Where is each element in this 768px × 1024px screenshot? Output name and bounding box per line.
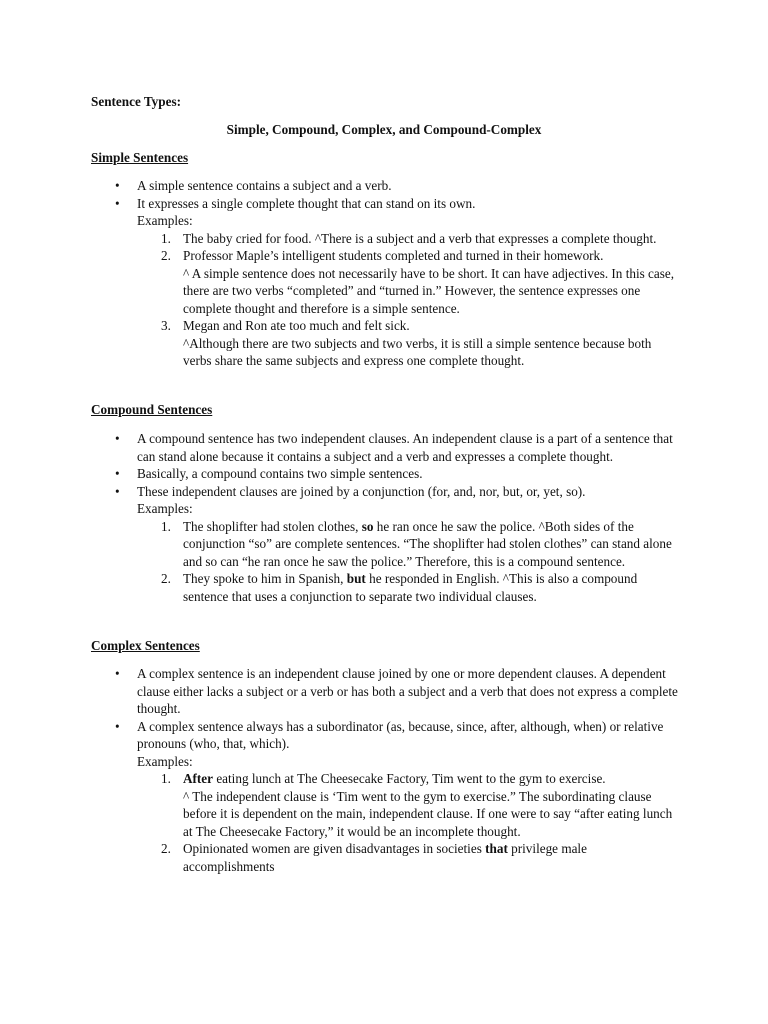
complex-bullet-list — [0, 665, 768, 753]
example-text-post: he responded in English. ^This is also a compound sentence that uses a conjunction to separate two individual clauses. — [183, 571, 638, 604]
compound-example-2 — [0, 570, 768, 605]
example-number: 1. — [161, 771, 171, 786]
example-number: 1. — [161, 518, 171, 534]
example-conjunction: so — [361, 518, 374, 534]
compound-example-1 — [0, 518, 768, 571]
simple-bullet-1: • A simple sentence contains a subject and a verb. — [0, 177, 768, 195]
complex-sentences-heading: Complex Sentences — [91, 638, 200, 653]
example-text-pre: Opinionated women are given disadvantages in societies — [183, 841, 486, 856]
simple-example-2 — [0, 247, 768, 317]
example-number: 2. — [161, 841, 171, 856]
simple-bullet-2: • It expresses a single complete thought that can stand on its own. — [0, 195, 768, 213]
compound-bullet-1: • A compound sentence has two independent clauses. An independent clause is a part of a sentence that can stand alone because it contains a subject and a verb and expresses a complete thought. — [0, 430, 768, 465]
example-text-pre: They spoke to him in Spanish, — [183, 571, 347, 586]
example-text-post: eating lunch at The Cheesecake Factory, Tim went to the gym to exercise. — [213, 771, 606, 786]
complex-example-2 — [0, 840, 768, 875]
example-relative-pronoun: that — [485, 841, 508, 856]
example-number: 1. — [161, 230, 171, 246]
complex-examples-label: Examples: — [137, 753, 193, 769]
complex-example-1 — [0, 770, 768, 840]
simple-example-1 — [0, 230, 768, 248]
compound-sentences-section — [0, 430, 768, 605]
example-text: Megan and Ron ate too much and felt sick. — [183, 318, 410, 333]
complex-bullet-2: • A complex sentence always has a subordinator (as, because, since, after, although, when) or relative pronouns (who, that, which). — [0, 718, 768, 753]
example-text-pre: The shoplifter had stolen clothes, — [183, 518, 362, 534]
document-title: Sentence Types: — [91, 94, 181, 109]
complex-sentences-section — [0, 665, 768, 875]
example-text: Professor Maple’s intelligent students completed and turned in their homework. — [183, 248, 604, 263]
simple-bullet-list — [0, 177, 768, 212]
example-note: ^ A simple sentence does not necessarily have to be short. It can have adjectives. In this case, there are two verbs “completed” and “turned in.” However, the sentence expresses one complete thought and therefore is a simple sentence. — [183, 265, 675, 316]
simple-examples-list — [0, 230, 768, 370]
compound-sentences-heading: Compound Sentences — [91, 402, 213, 417]
example-note: ^ The independent clause is ‘Tim went to the gym to exercise.” The subordinating clause before it is dependent on the main, independent clause. If one were to say “after eating lunch at The Cheesecake Factory,” it would be an incomplete thought. — [183, 788, 673, 839]
example-text-post: he ran once he saw the police. ^Both sides of the conjunction “so” are complete sentences. “The shoplifter had stolen clothes” can stand alone and so can “he ran once he saw the police.” Therefore, this is a compound sentence. — [183, 518, 672, 569]
example-note: ^Although there are two subjects and two verbs, it is still a simple sentence because both verbs share the same subjects and express one complete thought. — [183, 335, 652, 368]
document-subtitle: Simple, Compound, Complex, and Compound-Complex — [226, 122, 542, 137]
simple-sentences-section — [0, 177, 768, 370]
simple-example-3 — [0, 317, 768, 370]
example-subordinator: After — [183, 771, 214, 786]
compound-bullet-2: • Basically, a compound contains two simple sentences. — [0, 465, 768, 483]
simple-examples-label: Examples: — [137, 213, 193, 228]
compound-examples-list — [0, 518, 768, 606]
compound-bullet-list — [0, 430, 768, 500]
example-number: 3. — [161, 318, 171, 333]
complex-examples-list — [0, 770, 768, 875]
example-number: 2. — [161, 248, 171, 263]
example-conjunction: but — [346, 571, 366, 586]
compound-bullet-3: • These independent clauses are joined by a conjunction (for, and, nor, but, or, yet, so). — [0, 483, 768, 501]
simple-sentences-heading: Simple Sentences — [91, 150, 189, 165]
example-text: The baby cried for food. ^There is a subject and a verb that expresses a complete thought. — [183, 230, 657, 246]
compound-examples-label: Examples: — [137, 501, 193, 516]
example-text-post: privilege male accomplishments — [183, 841, 587, 874]
complex-bullet-1: • A complex sentence is an independent clause joined by one or more dependent clauses. A dependent clause either lacks a subject or a verb or has both a subject and a verb that does not express a complete thought. — [0, 665, 768, 718]
example-number: 2. — [161, 571, 171, 586]
